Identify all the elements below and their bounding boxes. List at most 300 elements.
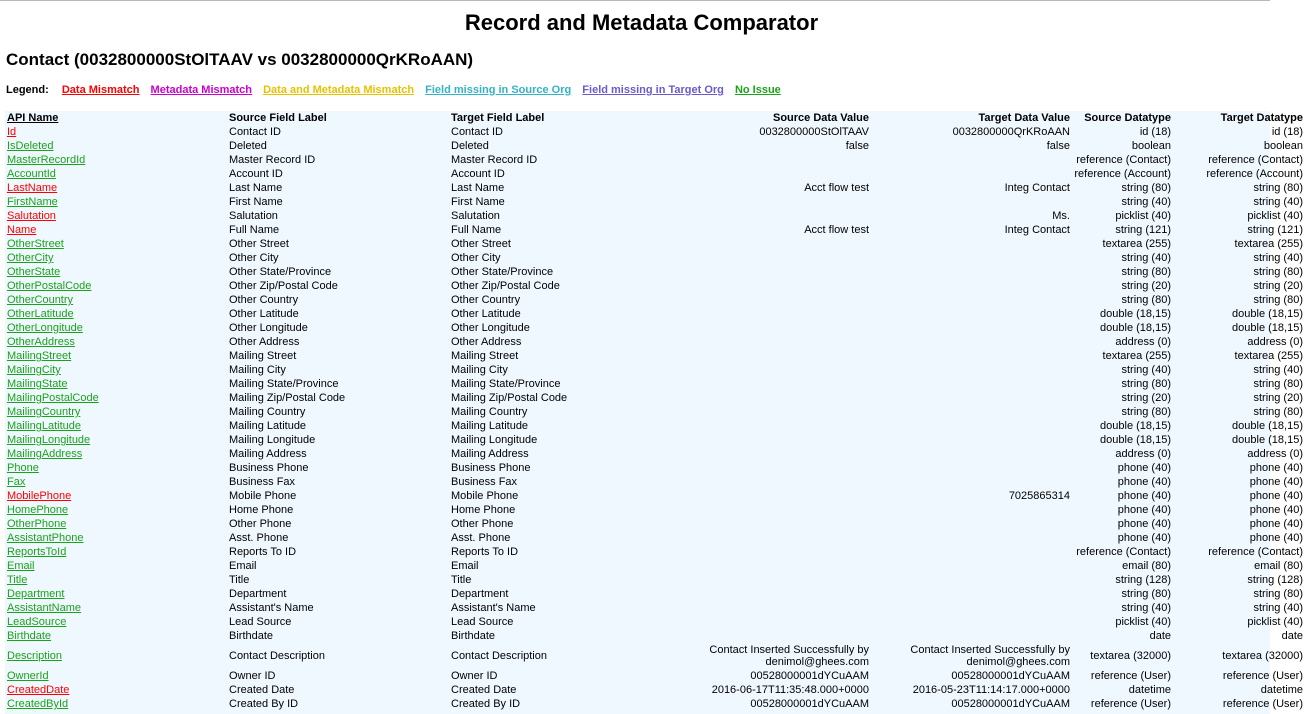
source-datatype: address (0): [1115, 448, 1171, 460]
legend-data-mismatch[interactable]: Data Mismatch: [61, 84, 140, 96]
table-row: [5, 587, 1305, 601]
table-row: [5, 531, 1305, 545]
source-datatype: phone (40): [1117, 518, 1171, 530]
source-datatype: phone (40): [1117, 532, 1171, 544]
target-field-label: Created By ID: [451, 698, 521, 710]
target-field-label: Home Phone: [451, 504, 516, 516]
target-field-label: Business Phone: [451, 462, 531, 474]
api-name-link[interactable]: AssistantName: [7, 602, 81, 614]
table-row: [5, 573, 1305, 587]
source-datatype: string (40): [1121, 196, 1171, 208]
api-name-cell: [5, 573, 227, 587]
api-name-cell: [5, 531, 227, 545]
api-name-link[interactable]: AccountId: [7, 168, 56, 180]
source-data-value: [671, 335, 871, 349]
api-name-link[interactable]: OtherAddress: [7, 336, 75, 348]
target-field-label: Title: [451, 574, 472, 586]
source-datatype: address (0): [1115, 336, 1171, 348]
api-name-cell: [5, 321, 227, 335]
target-data-value: [871, 321, 1072, 335]
table-row: [5, 517, 1305, 531]
source-field-label: Full Name: [229, 224, 280, 236]
table-row: [5, 279, 1305, 293]
target-data-value: [871, 167, 1072, 181]
source-datatype: string (80): [1121, 266, 1171, 278]
target-datatype: phone (40): [1249, 462, 1303, 474]
target-field-label: Other Latitude: [451, 308, 521, 320]
target-field-label: Other State/Province: [451, 266, 554, 278]
table-row: [5, 391, 1305, 405]
target-field-label: Master Record ID: [451, 154, 538, 166]
source-data-value: [671, 475, 871, 489]
table-row: [5, 475, 1305, 489]
source-field-label: Reports To ID: [229, 546, 297, 558]
source-data-value: [671, 489, 871, 503]
source-field-label: Assistant's Name: [229, 602, 314, 614]
api-name-cell: [5, 643, 227, 669]
target-data-value: [871, 265, 1072, 279]
source-field-label: Other Street: [229, 238, 289, 250]
source-data-value: Acct flow test: [804, 182, 869, 194]
source-field-label: Mailing Zip/Postal Code: [229, 392, 346, 404]
record-subtitle: Contact (0032800000StOlTAAV vs 0032800000QrKRoAAN): [6, 50, 474, 69]
api-name-link[interactable]: MailingCity: [7, 364, 61, 376]
api-name-link[interactable]: CreatedDate: [7, 684, 70, 696]
target-field-label: Business Fax: [451, 476, 518, 488]
api-name-link[interactable]: MailingStreet: [7, 350, 72, 362]
target-datatype: double (18,15): [1232, 420, 1303, 432]
table-row: [5, 503, 1305, 517]
api-name-cell: [5, 405, 227, 419]
source-datatype: reference (User): [1090, 698, 1171, 710]
target-datatype: string (80): [1253, 294, 1303, 306]
source-data-value: [671, 293, 871, 307]
source-field-label: Business Fax: [229, 476, 296, 488]
table-row: [5, 349, 1305, 363]
api-name-cell: [5, 545, 227, 559]
legend-missing-in-target[interactable]: Field missing in Target Org: [582, 84, 724, 96]
target-datatype: string (80): [1253, 378, 1303, 390]
target-data-value: [871, 447, 1072, 461]
target-field-label: Birthdate: [451, 630, 496, 642]
source-data-value: Contact Inserted Successfully by denimol@ghees.com: [709, 644, 869, 668]
target-field-label: Other Longitude: [451, 322, 530, 334]
target-data-value: [871, 517, 1072, 531]
api-name-link[interactable]: Description: [7, 650, 63, 662]
target-field-label: Mailing Zip/Postal Code: [451, 392, 568, 404]
table-body: [5, 125, 1305, 711]
api-name-cell: [5, 615, 227, 629]
legend-label: Legend:: [6, 84, 49, 96]
target-datatype: reference (Account): [1206, 168, 1303, 180]
api-name-link[interactable]: Title: [7, 574, 28, 586]
target-field-label: Other Phone: [451, 518, 514, 530]
source-field-label: Mailing City: [229, 364, 286, 376]
source-field-label: Mobile Phone: [229, 490, 297, 502]
api-name-link[interactable]: MasterRecordId: [7, 154, 86, 166]
source-field-label: Mailing Longitude: [229, 434, 316, 446]
api-name-link[interactable]: OtherState: [7, 266, 61, 278]
source-field-label: Last Name: [229, 182, 283, 194]
target-data-value: [871, 559, 1072, 573]
target-datatype: phone (40): [1249, 532, 1303, 544]
api-name-cell: [5, 587, 227, 601]
api-name-link[interactable]: HomePhone: [7, 504, 69, 516]
source-datatype: double (18,15): [1100, 420, 1171, 432]
source-datatype: string (80): [1121, 406, 1171, 418]
source-data-value: [671, 153, 871, 167]
table-row: [5, 643, 1305, 669]
source-field-label: Account ID: [229, 168, 283, 180]
table-row: [5, 181, 1305, 195]
target-datatype: boolean: [1263, 140, 1303, 152]
table-row: [5, 697, 1305, 711]
target-field-label: Reports To ID: [451, 546, 519, 558]
api-name-link[interactable]: MailingAddress: [7, 448, 83, 460]
legend-metadata-mismatch[interactable]: Metadata Mismatch: [150, 84, 253, 96]
source-field-label: Home Phone: [229, 504, 294, 516]
source-field-label: Other Phone: [229, 518, 292, 530]
source-datatype: id (18): [1139, 126, 1171, 138]
target-data-value: [871, 573, 1072, 587]
api-name-link[interactable]: OtherPhone: [7, 518, 67, 530]
source-field-label: Email: [229, 560, 257, 572]
table-row: [5, 251, 1305, 265]
target-data-value: [871, 587, 1072, 601]
source-datatype: string (40): [1121, 252, 1171, 264]
top-border: [0, 0, 1270, 1]
table-row: [5, 683, 1305, 697]
api-name-link[interactable]: OtherLatitude: [7, 308, 74, 320]
target-data-value: [871, 475, 1072, 489]
api-name-link[interactable]: IsDeleted: [7, 140, 54, 152]
target-data-value: [871, 307, 1072, 321]
source-datatype: string (80): [1121, 182, 1171, 194]
target-datatype: textarea (255): [1234, 350, 1303, 362]
target-data-value: [871, 391, 1072, 405]
source-datatype: phone (40): [1117, 476, 1171, 488]
api-name-cell: [5, 629, 227, 643]
source-data-value: [671, 531, 871, 545]
source-field-label: Mailing Street: [229, 350, 297, 362]
source-field-label: Mailing Address: [229, 448, 307, 460]
source-data-value: [671, 601, 871, 615]
target-data-value: [871, 545, 1072, 559]
api-name-link[interactable]: Fax: [7, 476, 26, 488]
target-datatype: phone (40): [1249, 490, 1303, 502]
target-datatype: string (40): [1253, 196, 1303, 208]
api-name-link[interactable]: MailingLongitude: [7, 434, 91, 446]
target-field-label: Owner ID: [451, 670, 498, 682]
source-data-value: [671, 307, 871, 321]
source-data-value: [671, 461, 871, 475]
source-data-value: [671, 391, 871, 405]
target-datatype: string (40): [1253, 252, 1303, 264]
source-datatype: phone (40): [1117, 504, 1171, 516]
table-row: [5, 153, 1305, 167]
target-field-label: Assistant's Name: [451, 602, 536, 614]
source-field-label: Other City: [229, 252, 279, 264]
source-datatype: double (18,15): [1100, 308, 1171, 320]
source-data-value: [671, 587, 871, 601]
target-data-value: [871, 377, 1072, 391]
api-name-cell: [5, 349, 227, 363]
table-row: [5, 167, 1305, 181]
source-datatype: date: [1149, 630, 1171, 642]
api-name-cell: [5, 377, 227, 391]
source-field-label: Business Phone: [229, 462, 309, 474]
target-datatype: email (80): [1254, 560, 1303, 572]
api-name-cell: [5, 601, 227, 615]
target-data-value: [871, 601, 1072, 615]
table-header-row: [5, 111, 1305, 125]
target-data-value: [871, 237, 1072, 251]
source-data-value: [671, 433, 871, 447]
source-datatype: string (20): [1121, 392, 1171, 404]
source-data-value: [671, 559, 871, 573]
source-data-value: [671, 629, 871, 643]
api-name-link[interactable]: Salutation: [7, 210, 56, 222]
source-datatype: double (18,15): [1100, 322, 1171, 334]
target-data-value: 7025865314: [1008, 490, 1070, 502]
api-name-link[interactable]: OtherCity: [7, 252, 54, 264]
api-name-cell: [5, 251, 227, 265]
target-data-value: [871, 419, 1072, 433]
source-field-label: Other State/Province: [229, 266, 332, 278]
target-datatype: string (80): [1253, 182, 1303, 194]
target-datatype: phone (40): [1249, 518, 1303, 530]
source-data-value: Acct flow test: [804, 224, 869, 236]
api-name-link[interactable]: Birthdate: [7, 630, 52, 642]
api-name-link[interactable]: ReportsToId: [7, 546, 67, 558]
api-name-cell: [5, 489, 227, 503]
target-field-label: Full Name: [451, 224, 502, 236]
source-field-label: Other Longitude: [229, 322, 308, 334]
target-field-label: Other Country: [451, 294, 521, 306]
col-header-api-name[interactable]: API Name: [7, 112, 59, 124]
table-row: [5, 419, 1305, 433]
table-row: [5, 545, 1305, 559]
source-data-value: [671, 265, 871, 279]
table-row: [5, 601, 1305, 615]
source-datatype: reference (User): [1090, 670, 1171, 682]
table-row: [5, 615, 1305, 629]
api-name-link[interactable]: CreatedById: [7, 698, 69, 710]
source-datatype: string (80): [1121, 294, 1171, 306]
source-datatype: reference (Contact): [1076, 154, 1171, 166]
api-name-link[interactable]: OwnerId: [7, 670, 49, 682]
source-data-value: [671, 195, 871, 209]
legend-no-issue[interactable]: No Issue: [734, 84, 781, 96]
source-field-label: Owner ID: [229, 670, 276, 682]
source-field-label: Salutation: [229, 210, 278, 222]
target-datatype: string (80): [1253, 266, 1303, 278]
target-field-label: Mailing Address: [451, 448, 529, 460]
target-field-label: Contact Description: [451, 650, 547, 662]
legend-missing-in-source[interactable]: Field missing in Source Org: [425, 84, 572, 96]
source-datatype: picklist (40): [1115, 210, 1171, 222]
source-data-value: [671, 517, 871, 531]
source-data-value: [671, 321, 871, 335]
api-name-link[interactable]: Department: [7, 588, 65, 600]
target-field-label: Other City: [451, 252, 501, 264]
api-name-cell: [5, 167, 227, 181]
source-field-label: Department: [229, 588, 287, 600]
target-field-label: Mailing Longitude: [451, 434, 538, 446]
table-row: [5, 293, 1305, 307]
api-name-link[interactable]: MailingLatitude: [7, 420, 81, 432]
source-data-value: [671, 545, 871, 559]
api-name-link[interactable]: Name: [7, 224, 37, 236]
table-row: [5, 125, 1305, 139]
source-datatype: string (40): [1121, 364, 1171, 376]
api-name-link[interactable]: MailingState: [7, 378, 68, 390]
table-row: [5, 139, 1305, 153]
api-name-cell: [5, 293, 227, 307]
target-data-value: 2016-05-23T11:14:17.000+0000: [912, 684, 1070, 696]
source-datatype: email (80): [1122, 560, 1171, 572]
target-field-label: Other Zip/Postal Code: [451, 280, 560, 292]
source-field-label: Title: [229, 574, 250, 586]
target-datatype: string (121): [1247, 224, 1303, 236]
target-data-value: [871, 433, 1072, 447]
target-datatype: address (0): [1247, 448, 1303, 460]
api-name-link[interactable]: MailingCountry: [7, 406, 81, 418]
target-datatype: reference (User): [1222, 670, 1303, 682]
table-row: [5, 377, 1305, 391]
api-name-cell: [5, 391, 227, 405]
table-row: [5, 363, 1305, 377]
source-field-label: First Name: [229, 196, 283, 208]
api-name-cell: [5, 223, 227, 237]
target-datatype: picklist (40): [1247, 616, 1303, 628]
target-data-value: Integ Contact: [1004, 182, 1070, 194]
target-data-value: Contact Inserted Successfully by denimol@ghees.com: [910, 644, 1070, 668]
target-field-label: Email: [451, 560, 479, 572]
source-data-value: 00528000001dYCuAAM: [750, 670, 869, 682]
api-name-cell: [5, 503, 227, 517]
source-data-value: [671, 349, 871, 363]
api-name-link[interactable]: OtherLongitude: [7, 322, 83, 334]
target-data-value: [871, 279, 1072, 293]
api-name-cell: [5, 265, 227, 279]
source-field-label: Created By ID: [229, 698, 299, 710]
table-row: [5, 405, 1305, 419]
api-name-link[interactable]: MobilePhone: [7, 490, 72, 502]
table-row: [5, 461, 1305, 475]
target-data-value: 00528000001dYCuAAM: [951, 670, 1070, 682]
source-datatype: datetime: [1128, 684, 1171, 696]
source-data-value: false: [845, 140, 869, 152]
target-data-value: [871, 349, 1072, 363]
target-datatype: string (40): [1253, 364, 1303, 376]
target-datatype: string (128): [1247, 574, 1303, 586]
api-name-link[interactable]: Id: [7, 126, 17, 138]
api-name-link[interactable]: MailingPostalCode: [7, 392, 99, 404]
target-field-label: Created Date: [451, 684, 517, 696]
target-data-value: [871, 461, 1072, 475]
api-name-link[interactable]: OtherPostalCode: [7, 280, 92, 292]
api-name-cell: [5, 307, 227, 321]
col-header-target-value: Target Data Value: [978, 112, 1070, 124]
table-row: [5, 209, 1305, 223]
target-datatype: address (0): [1247, 336, 1303, 348]
source-field-label: Mailing Latitude: [229, 420, 307, 432]
api-name-cell: [5, 363, 227, 377]
api-name-link[interactable]: FirstName: [7, 196, 58, 208]
table-row: [5, 629, 1305, 643]
table-row: [5, 559, 1305, 573]
api-name-cell: [5, 209, 227, 223]
target-data-value: Ms.: [1052, 210, 1070, 222]
target-datatype: string (40): [1253, 602, 1303, 614]
target-datatype: string (80): [1253, 406, 1303, 418]
source-data-value: [671, 251, 871, 265]
api-name-link[interactable]: LeadSource: [7, 616, 67, 628]
target-field-label: Mailing Country: [451, 406, 528, 418]
api-name-link[interactable]: Phone: [7, 462, 39, 474]
table-row: [5, 195, 1305, 209]
source-field-label: Master Record ID: [229, 154, 316, 166]
target-data-value: [871, 629, 1072, 643]
api-name-cell: [5, 419, 227, 433]
target-datatype: double (18,15): [1232, 322, 1303, 334]
target-datatype: date: [1281, 630, 1303, 642]
table-row: [5, 321, 1305, 335]
target-data-value: 00528000001dYCuAAM: [951, 698, 1070, 710]
source-datatype: reference (Contact): [1076, 546, 1171, 558]
legend-data-and-metadata-mismatch[interactable]: Data and Metadata Mismatch: [263, 84, 415, 96]
api-name-cell: [5, 475, 227, 489]
target-field-label: Mailing State/Province: [451, 378, 561, 390]
api-name-cell: [5, 447, 227, 461]
source-data-value: [671, 363, 871, 377]
api-name-link[interactable]: Email: [7, 560, 35, 572]
api-name-cell: [5, 559, 227, 573]
source-field-label: Birthdate: [229, 630, 274, 642]
comparison-table: [5, 111, 1305, 711]
api-name-link[interactable]: LastName: [7, 182, 58, 194]
api-name-cell: [5, 461, 227, 475]
target-field-label: Salutation: [451, 210, 500, 222]
target-field-label: Mailing Street: [451, 350, 519, 362]
source-field-label: Deleted: [229, 140, 267, 152]
target-datatype: double (18,15): [1232, 434, 1303, 446]
target-data-value: [871, 405, 1072, 419]
col-header-target-datatype: Target Datatype: [1220, 112, 1303, 124]
source-field-label: Lead Source: [229, 616, 292, 628]
api-name-link[interactable]: OtherStreet: [7, 238, 64, 250]
target-data-value: false: [1046, 140, 1070, 152]
table-row: [5, 237, 1305, 251]
source-field-label: Mailing State/Province: [229, 378, 339, 390]
source-datatype: string (80): [1121, 588, 1171, 600]
api-name-link[interactable]: OtherCountry: [7, 294, 74, 306]
api-name-cell: [5, 433, 227, 447]
source-data-value: 0032800000StOlTAAV: [759, 126, 869, 138]
target-datatype: phone (40): [1249, 476, 1303, 488]
table-row: [5, 335, 1305, 349]
source-datatype: string (20): [1121, 280, 1171, 292]
col-header-source-datatype: Source Datatype: [1084, 112, 1171, 124]
target-datatype: picklist (40): [1247, 210, 1303, 222]
target-field-label: Other Address: [451, 336, 522, 348]
table-row: [5, 447, 1305, 461]
source-field-label: Contact ID: [229, 126, 281, 138]
api-name-link[interactable]: AssistantPhone: [7, 532, 84, 544]
target-datatype: reference (Contact): [1208, 546, 1303, 558]
source-datatype: phone (40): [1117, 462, 1171, 474]
